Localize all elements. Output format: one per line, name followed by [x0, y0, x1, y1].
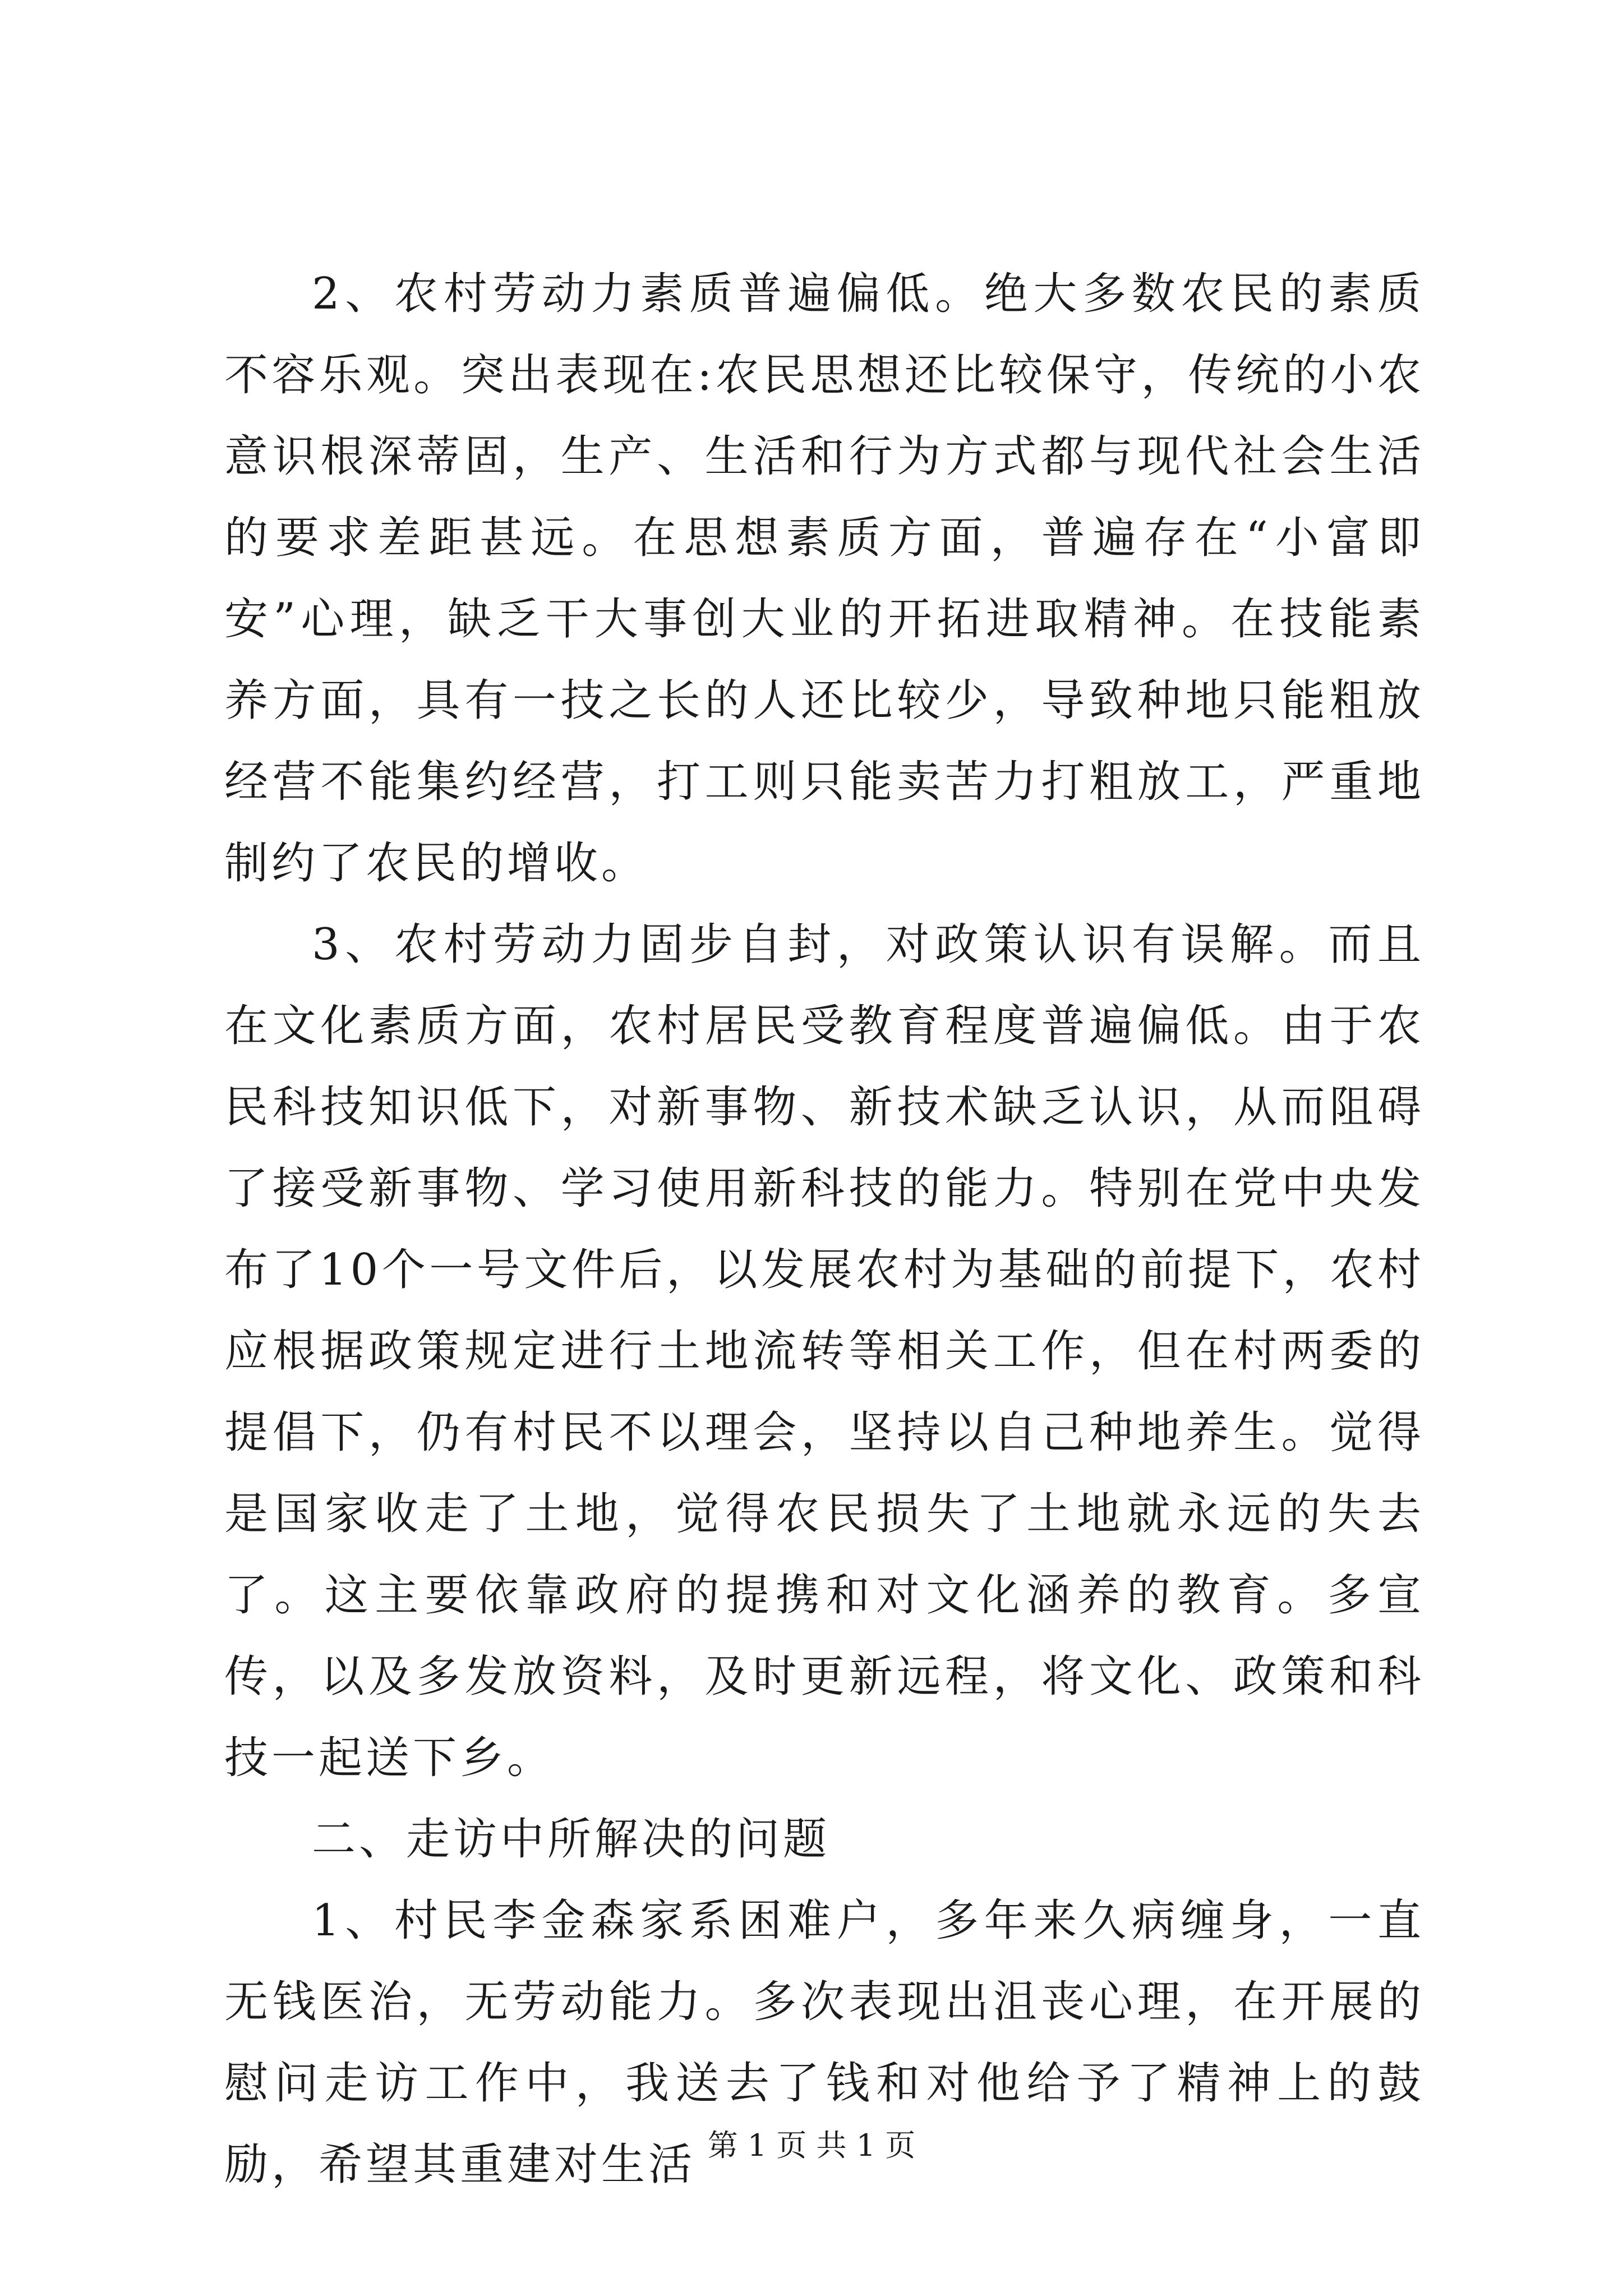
- paragraph-villager-case: 1、村民李金森家系困难户，多年来久病缠身，一直无钱医治，无劳动能力。多次表现出沮丧心理，在开展的慰问走访工作中，我送去了钱和对他给予了精神上的鼓励，希望其重建对生活: [224, 1895, 1424, 2190]
- paragraph-policy-misunderstanding: 3、农村劳动力固步自封，对政策认识有误解。而且在文化素质方面，农村居民受教育程度普遍偏低。由于农民科技知识低下，对新事物、新技术缺乏认识，从而阻碍了接受新事物、学习使用新科技的能力。特别在党中央发布了10个一号文件后，以发展农村为基础的前提下，农村应根据政策规定进行土地流转等相关工作，但在村两委的提倡下，仍有村民不以理会，坚持以自己种地养生。觉得是国家收走了土地，觉得农民损失了土地就永远的失去了。这主要依靠政府的提携和对文化涵养的教育。多宣传，以及多发放资料，及时更新远程，将文化、政策和科技一起送下乡。: [224, 919, 1424, 1783]
- document-body: [224, 254, 1424, 2206]
- page-footer: 第 1 页 共 1 页: [707, 2128, 916, 2163]
- paragraph-rural-labor-quality: 2、农村劳动力素质普遍偏低。绝大多数农民的素质不容乐观。突出表现在:农民思想还比较保守，传统的小农意识根深蒂固，生产、生活和行为方式都与现代社会生活的要求差距甚远。在思想素质方面，普遍存在“小富即安”心理，缺乏干大事创大业的开拓进取精神。在技能素养方面，具有一技之长的人还比较少，导致种地只能粗放经营不能集约经营，打工则只能卖苦力打粗放工，严重地制约了农民的增收。: [224, 269, 1424, 889]
- section-heading: 二、走访中所解决的问题: [312, 1814, 831, 1865]
